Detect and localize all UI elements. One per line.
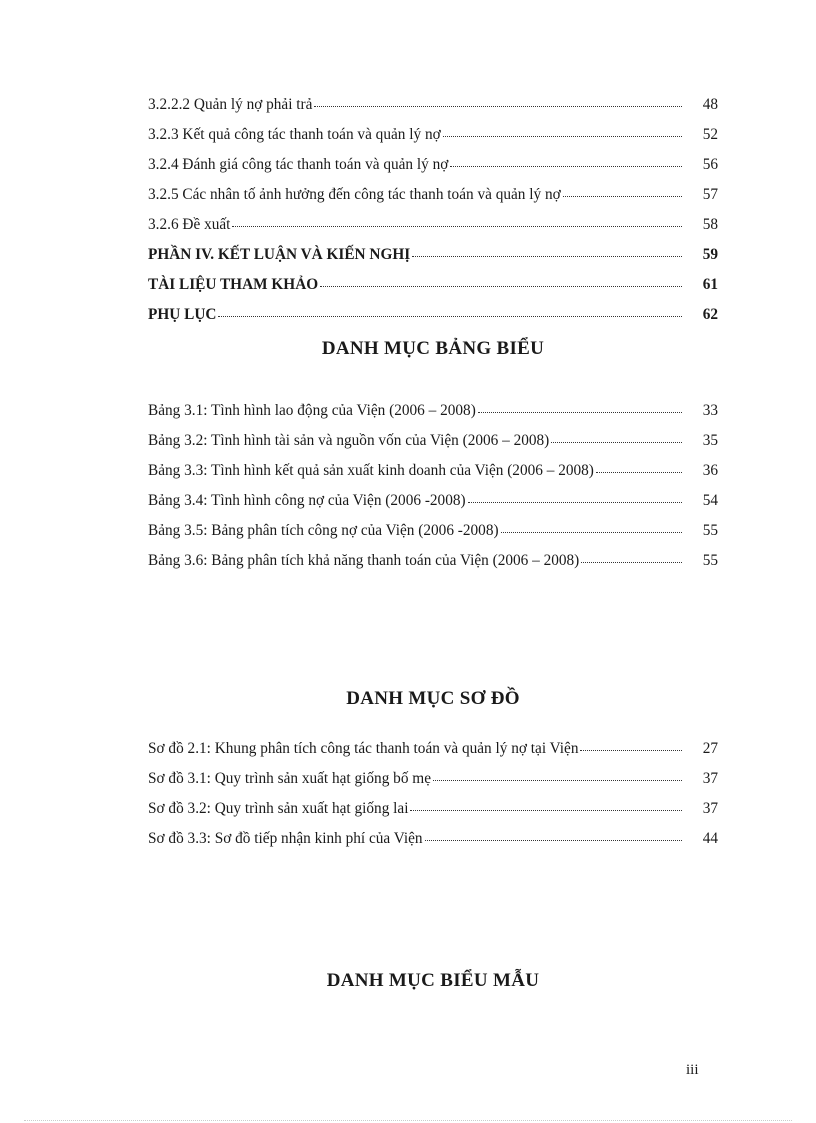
diagrams-section-heading: DANH MỤC SƠ ĐỒ [346, 688, 520, 709]
table-entry-text: Bảng 3.3: Tình hình kết quả sản xuất kinh doanh của Viện (2006 – 2008) [148, 462, 594, 479]
toc-entry [148, 184, 718, 214]
toc-entry-page: 57 [702, 186, 718, 203]
toc-leader-dots [580, 736, 682, 751]
page-number: iii [686, 1062, 699, 1078]
toc-entry [148, 124, 718, 154]
toc-entry-page: 61 [702, 276, 718, 293]
forms-section-heading: DANH MỤC BIỂU MẪU [326, 970, 540, 991]
table-entry-page: 33 [702, 402, 718, 419]
table-entry-text: Bảng 3.2: Tình hình tài sản và nguồn vốn của Viện (2006 – 2008) [148, 432, 550, 449]
toc-leader-dots [478, 398, 682, 413]
toc-entry-text: TÀI LIỆU THAM KHẢO [148, 276, 319, 293]
toc-leader-dots [551, 428, 682, 443]
page-bottom-rule [24, 1120, 792, 1121]
table-entry-page: 54 [702, 492, 718, 509]
toc-entry-text: 3.2.2.2 Quản lý nợ phải trả [148, 96, 313, 113]
toc-leader-dots [218, 302, 682, 317]
table-entry [148, 400, 718, 430]
toc-entry-text: 3.2.5 Các nhân tố ảnh hưởng đến công tác thanh toán và quản lý nợ [148, 186, 561, 203]
diagram-entry-text: Sơ đồ 2.1: Khung phân tích công tác thanh toán và quản lý nợ tại Viện [148, 740, 579, 757]
toc-entry [148, 214, 718, 244]
toc-entry-page: 56 [702, 156, 718, 173]
toc-entry-page: 58 [702, 216, 718, 233]
toc-entry-page: 48 [702, 96, 718, 113]
toc-entry-text: PHẦN IV. KẾT LUẬN VÀ KIẾN NGHỊ [148, 246, 411, 263]
toc-entry-part-iv [148, 244, 718, 274]
table-entry [148, 460, 718, 490]
toc-leader-dots [320, 272, 682, 287]
toc-leader-dots [501, 518, 682, 533]
diagrams-list [148, 738, 718, 858]
toc-entry-appendix [148, 304, 718, 334]
table-entry [148, 490, 718, 520]
table-entry [148, 430, 718, 460]
toc-entry-references [148, 274, 718, 304]
toc-entry [148, 154, 718, 184]
table-entry-text: Bảng 3.1: Tình hình lao động của Viện (2006 – 2008) [148, 402, 476, 419]
toc-entry-text: 3.2.4 Đánh giá công tác thanh toán và quản lý nợ [148, 156, 449, 173]
toc-leader-dots [450, 152, 682, 167]
table-entry-text: Bảng 3.4: Tình hình công nợ của Viện (2006 -2008) [148, 492, 466, 509]
tables-section-heading: DANH MỤC BẢNG BIỂU [321, 338, 545, 359]
diagram-entry [148, 798, 718, 828]
toc-leader-dots [412, 242, 682, 257]
diagram-entry-text: Sơ đồ 3.3: Sơ đồ tiếp nhận kinh phí của Viện [148, 830, 423, 847]
toc-entry-text: 3.2.3 Kết quả công tác thanh toán và quản lý nợ [148, 126, 441, 143]
diagram-entry-page: 37 [702, 770, 718, 787]
diagram-entry-page: 27 [702, 740, 718, 757]
toc-entry-page: 59 [702, 246, 718, 263]
table-entry-page: 36 [702, 462, 718, 479]
tables-list [148, 400, 718, 580]
toc-entry-page: 52 [702, 126, 718, 143]
toc-leader-dots [468, 488, 682, 503]
toc-leader-dots [425, 826, 682, 841]
diagram-entry-text: Sơ đồ 3.1: Quy trình sản xuất hạt giống bố mẹ [148, 770, 431, 787]
toc-entry-text: 3.2.6 Đề xuất [148, 216, 231, 233]
toc-continued-list [148, 94, 718, 334]
diagram-entry-text: Sơ đồ 3.2: Quy trình sản xuất hạt giống lai [148, 800, 409, 817]
toc-entry-page: 62 [702, 306, 718, 323]
toc-leader-dots [410, 796, 682, 811]
toc-leader-dots [581, 548, 682, 563]
toc-leader-dots [314, 92, 682, 107]
table-entry-text: Bảng 3.5: Bảng phân tích công nợ của Viện (2006 -2008) [148, 522, 499, 539]
table-entry-text: Bảng 3.6: Bảng phân tích khả năng thanh toán của Viện (2006 – 2008) [148, 552, 580, 569]
table-entry [148, 550, 718, 580]
diagram-entry [148, 738, 718, 768]
toc-entry [148, 94, 718, 124]
table-entry-page: 55 [702, 552, 718, 569]
diagram-entry [148, 828, 718, 858]
toc-leader-dots [443, 122, 682, 137]
table-entry-page: 55 [702, 522, 718, 539]
toc-entry-text: PHỤ LỤC [148, 306, 217, 323]
diagram-entry-page: 37 [702, 800, 718, 817]
diagram-entry [148, 768, 718, 798]
toc-leader-dots [596, 458, 682, 473]
toc-leader-dots [232, 212, 682, 227]
diagram-entry-page: 44 [702, 830, 718, 847]
toc-leader-dots [563, 182, 682, 197]
table-entry-page: 35 [702, 432, 718, 449]
toc-leader-dots [433, 766, 682, 781]
table-entry [148, 520, 718, 550]
